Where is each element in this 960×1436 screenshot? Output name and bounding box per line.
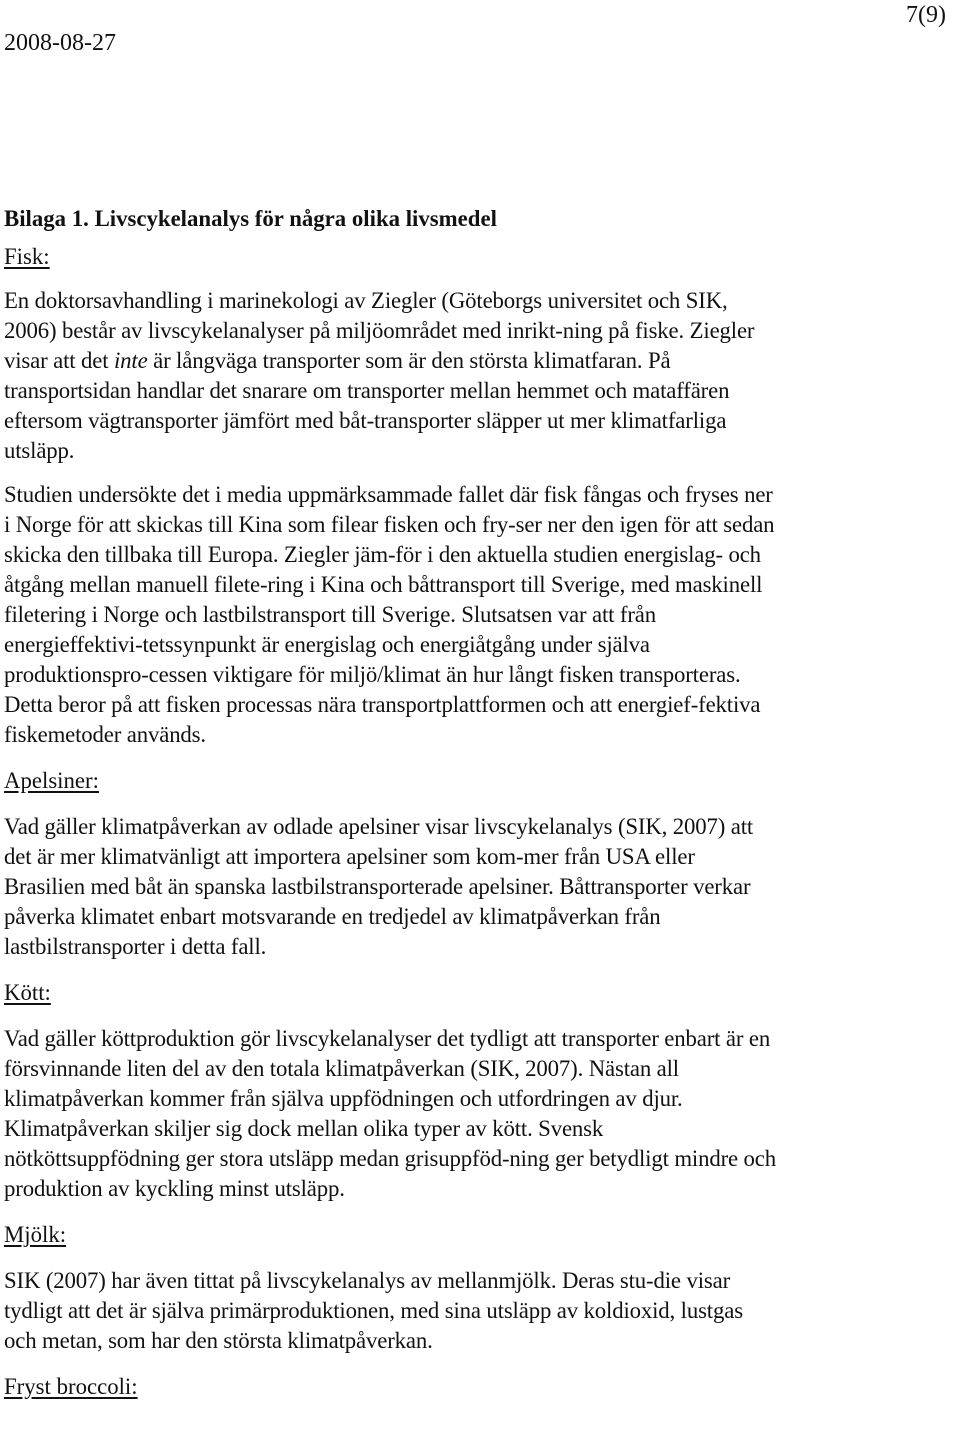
paragraph-apelsiner: Vad gäller klimatpåverkan av odlade apelsiner visar livscykelanalys (SIK, 2007) att det är mer klimatvänligt att importera apelsiner som kom-mer från USA eller Brasilien med båt än spanska lastbilstransporterade apelsiner. Båttransporter verkar påverka klimatet enbart motsvarande en tredjedel av klimatpåverkan från lastbilstransporter i detta fall.: [4, 814, 754, 959]
paragraph-kott: Vad gäller köttproduktion gör livscykelanalyser det tydligt att transporter enbart är en försvinnande liten del av den totala klimatpåverkan (SIK, 2007). Nästan all klimatpåverkan kommer från själva uppfödningen och utfordringen av djur. Klimatpåverkan skiljer sig dock mellan olika typer av kött. Svensk nötköttsuppfödning ger stora utsläpp medan grisuppföd-ning ger betydligt mindre och produktion av kyckling minst utsläpp.: [4, 1026, 777, 1201]
section-heading-mjolk: Mjölk:: [4, 1222, 67, 1247]
document-body: [4, 204, 780, 1402]
page-number: 7(9): [906, 2, 946, 28]
paragraph-fisk-2: Studien undersökte det i media uppmärksammade fallet där fisk fångas och fryses ner i Norge för att skickas till Kina som filear fisken och fry-ser ner den igen för att sedan skicka den tillbaka till Europa. Ziegler jäm-för i den aktuella studien energislag- och åtgång mellan manuell filete-ring i Kina och båttransport till Sverige, med maskinell filetering i Norge och lastbilstransport till Sverige. Slutsatsen var att från energieffektivi-tetssynpunkt är energislag och energiåtgång under själva produktionspro-cessen viktigare för miljö/klimat än hur långt fisken transporteras. Detta beror på att fisken processas nära transportplattformen och att energief-fektiva fiskemetoder används.: [4, 482, 775, 747]
paragraph-fisk-1-part2: är långväga transporter som är den största klimatfaran. På transportsidan handlar det snarare om transporter mellan hemmet och mataffären eftersom vägtransporter jämfört med båt-transporter släpper ut mer klimatfarliga utsläpp.: [4, 348, 730, 463]
appendix-title: Bilaga 1. Livscykelanalys för några olika livsmedel: [4, 206, 497, 231]
section-heading-apelsiner: Apelsiner:: [4, 768, 99, 793]
paragraph-fisk-1: [4, 286, 780, 466]
paragraph-fisk-1-part1: En doktorsavhandling i marinekologi av Ziegler (Göteborgs universitet och SIK, 2006) består av livscykelanalyser på miljöområdet med inrikt-ning på fiske. Ziegler visar att det: [4, 288, 755, 373]
document-date: 2008-08-27: [4, 30, 116, 56]
section-heading-fisk: Fisk:: [4, 244, 50, 269]
section-heading-kott: Kött:: [4, 980, 51, 1005]
paragraph-mjolk: SIK (2007) har även tittat på livscykelanalys av mellanmjölk. Deras stu-die visar tydligt att det är själva primärproduktionen, med sina utsläpp av koldioxid, lustgas och metan, som har den största klimatpåverkan.: [4, 1268, 743, 1353]
paragraph-fisk-1-emphasis: inte: [113, 348, 148, 373]
section-heading-fryst-broccoli: Fryst broccoli:: [4, 1374, 138, 1399]
